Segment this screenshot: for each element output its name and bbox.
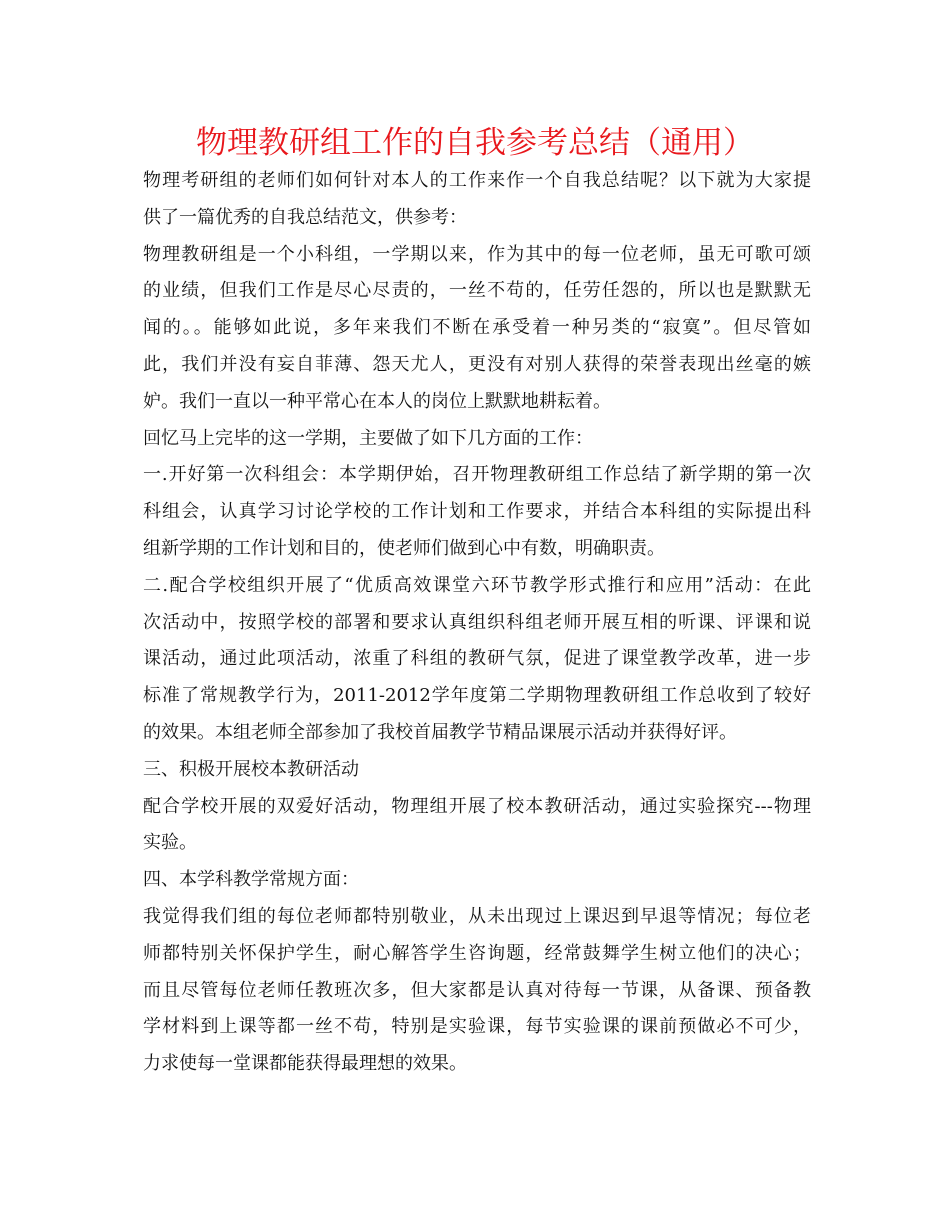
text-line: 闻的。。能够如此说，多年来我们不断在承受着一种另类的“寂寞”。但尽管如 [143, 317, 811, 339]
text-line: 一.开好第一次科组会：本学期伊始，召开物理教研组工作总结了新学期的第一次 [143, 464, 811, 486]
document-body [143, 163, 811, 1083]
text-line: 的效果。本组老师全部参加了我校首届教学节精品课展示活动并获得好评。 [143, 721, 737, 743]
text-line: 实验。 [143, 832, 197, 854]
text-line: 力求使每一堂课都能获得最理想的效果。 [143, 1053, 467, 1075]
text-line: 三、积极开展校本教研活动 [143, 758, 359, 780]
text-line: 物理教研组是一个小科组，一学期以来，作为其中的每一位老师，虽无可歌可颂 [143, 243, 811, 265]
text-line: 次活动中，按照学校的部署和要求认真组织科组老师开展互相的听课、评课和说 [143, 611, 811, 633]
text-line: 我觉得我们组的每位老师都特别敬业，从未出现过上课迟到早退等情况；每位老 [143, 905, 811, 927]
text-line: 四、本学科教学常规方面： [143, 869, 359, 891]
text-line: 供了一篇优秀的自我总结范文，供参考： [143, 206, 467, 228]
text-line: 此，我们并没有妄自菲薄、怨天尤人，更没有对别人获得的荣誉表现出丝毫的嫉 [143, 353, 811, 375]
text-line: 组新学期的工作计划和目的，使老师们做到心中有数，明确职责。 [143, 537, 665, 559]
text-line: 配合学校开展的双爱好活动，物理组开展了校本教研活动，通过实验探究---物理 [143, 795, 811, 817]
text-line: 而且尽管每位老师任教班次多，但大家都是认真对待每一节课，从备课、预备教 [143, 979, 811, 1001]
text-line: 标准了常规教学行为，2011-2012学年度第二学期物理教研组工作总收到了较好 [143, 685, 811, 707]
text-line: 妒。我们一直以一种平常心在本人的岗位上默默地耕耘着。 [143, 390, 611, 412]
text-line: 学材料到上课等都一丝不苟，特别是实验课，每节实验课的课前预做必不可少， [143, 1016, 811, 1038]
text-line: 师都特别关怀保护学生，耐心解答学生咨询题，经常鼓舞学生树立他们的决心； [143, 942, 811, 964]
text-line: 回忆马上完毕的这一学期，主要做了如下几方面的工作： [143, 427, 593, 449]
text-line: 的业绩，但我们工作是尽心尽责的，一丝不苟的，任劳任怨的，所以也是默默无 [143, 280, 811, 302]
text-line: 课活动，通过此项活动，浓重了科组的教研气氛，促进了课堂教学改革，进一步 [143, 648, 811, 670]
document-title: 物理教研组工作的自我参考总结（通用） [196, 125, 754, 161]
text-line: 二.配合学校组织开展了“优质高效课堂六环节教学形式推行和应用”活动：在此 [143, 574, 811, 596]
text-line: 科组会，认真学习讨论学校的工作计划和工作要求，并结合本科组的实际提出科 [143, 501, 811, 523]
text-line: 物理考研组的老师们如何针对本人的工作来作一个自我总结呢？以下就为大家提 [143, 170, 811, 191]
